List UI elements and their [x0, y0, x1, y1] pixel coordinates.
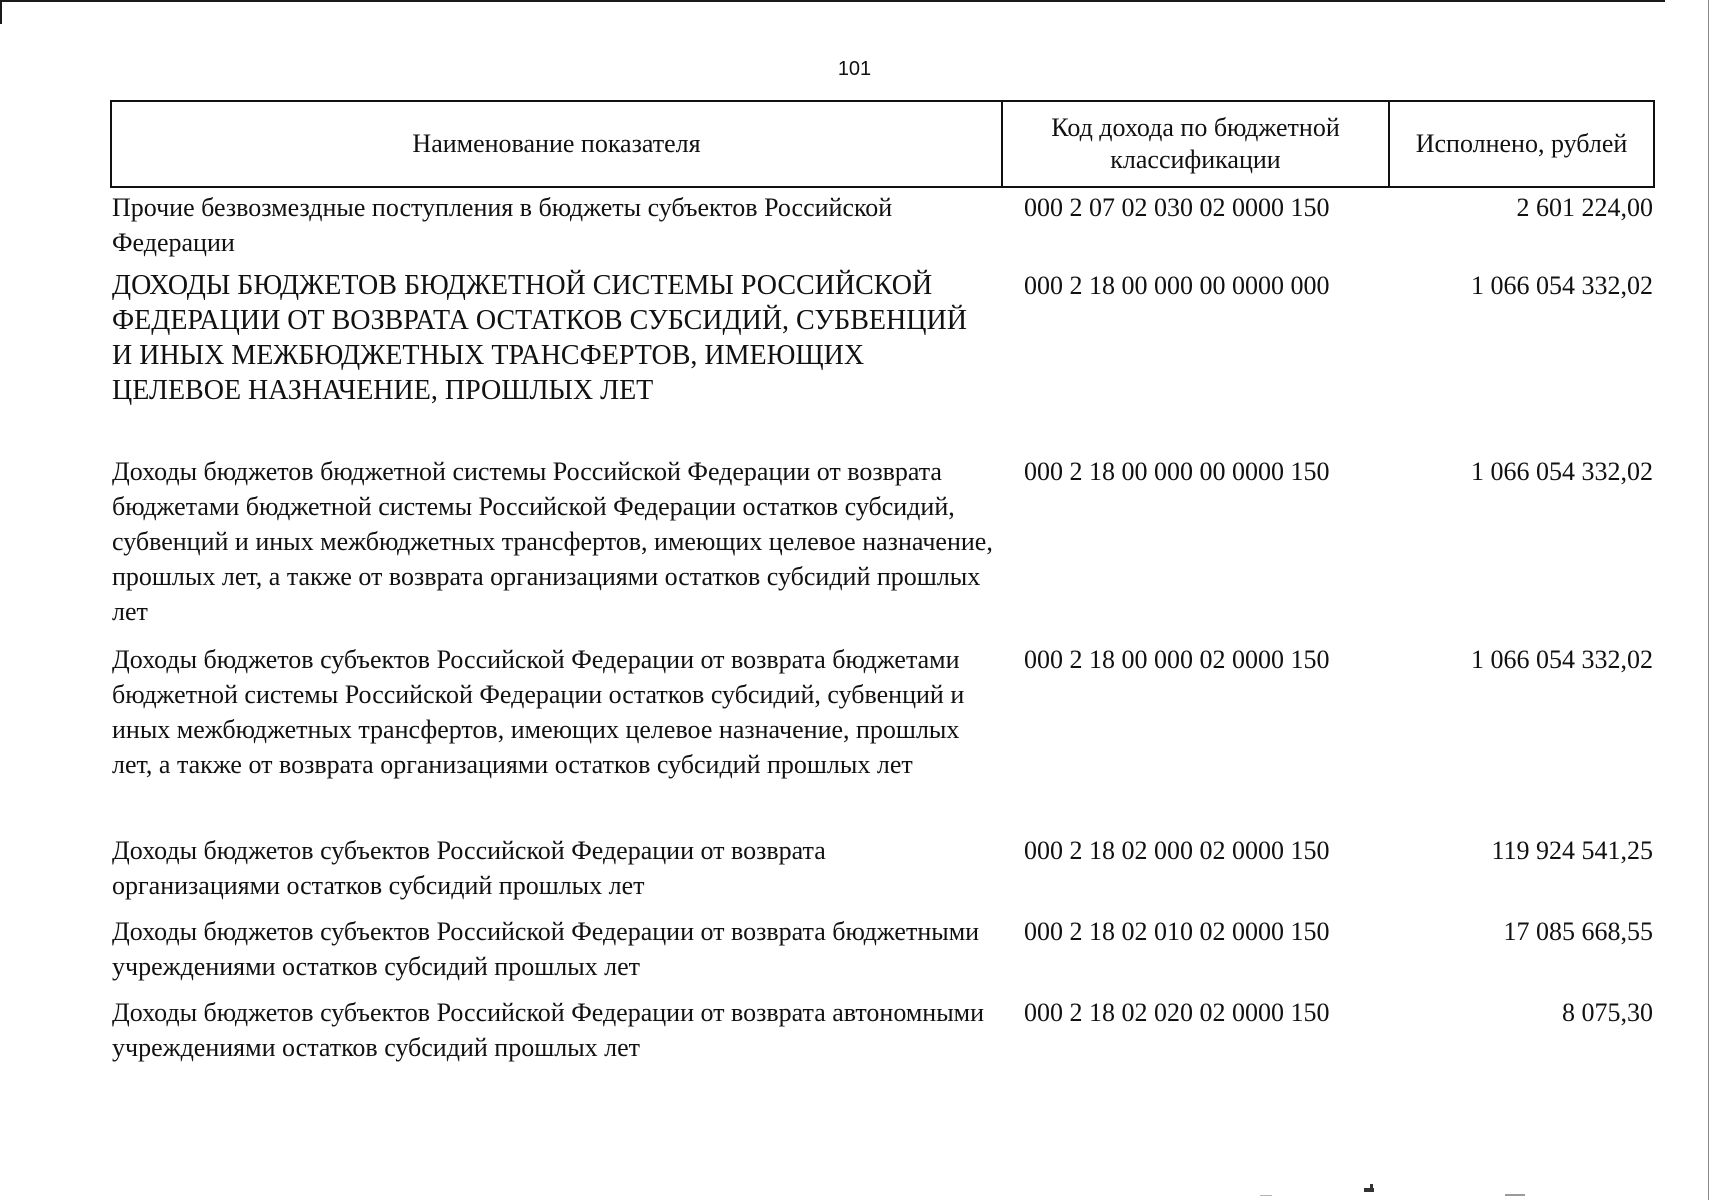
row-code: 000 2 07 02 030 02 0000 150 [1024, 193, 1330, 222]
row-amount: 1 066 054 332,02 [1471, 457, 1653, 486]
row-code: 000 2 18 00 000 00 0000 150 [1024, 457, 1330, 486]
row-code: 000 2 18 02 020 02 0000 150 [1024, 998, 1330, 1027]
row-name: Доходы бюджетов субъектов Российской Федерации от возврата бюджетами бюджетной системы Российской Федерации остатков субсидий, субвенций и иных межбюджетных трансфертов, имеющих целевое назначение, прошлых лет, а также от возврата организациями остатков субсидий прошлых лет [112, 645, 965, 779]
row-amount: 1 066 054 332,02 [1471, 271, 1653, 300]
row-code: 000 2 18 00 000 00 0000 000 [1024, 271, 1330, 300]
row-name: Доходы бюджетов субъектов Российской Федерации от возврата организациями остатков субсидий прошлых лет [112, 836, 826, 900]
top-border-line [0, 0, 1665, 2]
row-amount: 17 085 668,55 [1503, 917, 1653, 946]
row-amount: 1 066 054 332,02 [1471, 645, 1653, 674]
scan-speck [1505, 1194, 1525, 1196]
row-name: Прочие безвозмездные поступления в бюджеты субъектов Российской Федерации [112, 193, 893, 257]
row-name: Доходы бюджетов субъектов Российской Федерации от возврата бюджетными учреждениями остатков субсидий прошлых лет [112, 917, 980, 981]
row-code: 000 2 18 02 000 02 0000 150 [1024, 836, 1330, 865]
row-name: ДОХОДЫ БЮДЖЕТОВ БЮДЖЕТНОЙ СИСТЕМЫ РОССИЙСКОЙ ФЕДЕРАЦИИ ОТ ВОЗВРАТА ОСТАТКОВ СУБСИДИЙ, СУБВЕНЦИЙ И ИНЫХ МЕЖБЮДЖЕТНЫХ ТРАНСФЕРТОВ, ИМЕЮЩИХ ЦЕЛЕВОЕ НАЗНАЧЕНИЕ, ПРОШЛЫХ ЛЕТ [112, 270, 967, 406]
row-amount: 2 601 224,00 [1516, 193, 1653, 222]
row-name: Доходы бюджетов субъектов Российской Федерации от возврата автономными учреждениями остатков субсидий прошлых лет [112, 998, 985, 1062]
row-amount: 119 924 541,25 [1491, 836, 1653, 865]
table-header [110, 100, 1655, 188]
row-amount: 8 075,30 [1562, 998, 1653, 1027]
header-amount: Исполнено, рублей [1415, 129, 1628, 158]
header-name: Наименование показателя [112, 102, 1003, 186]
left-edge-mark [0, 0, 2, 24]
scan-speck [1260, 1195, 1272, 1196]
row-code: 000 2 18 02 010 02 0000 150 [1024, 917, 1330, 946]
page-number: 101 [837, 58, 872, 80]
scan-speck [1364, 1188, 1374, 1192]
row-code: 000 2 18 00 000 02 0000 150 [1024, 645, 1330, 674]
header-code: Код дохода по бюджетной классификации [1003, 102, 1390, 186]
row-name: Доходы бюджетов бюджетной системы Российской Федерации от возврата бюджетами бюджетной системы Российской Федерации остатков субсидий, субвенций и иных межбюджетных трансфертов, имеющих целевое назначение, прошлых лет, а также от возврата организациями остатков субсидий прошлых лет [112, 457, 993, 626]
scan-speck [1370, 1184, 1373, 1188]
